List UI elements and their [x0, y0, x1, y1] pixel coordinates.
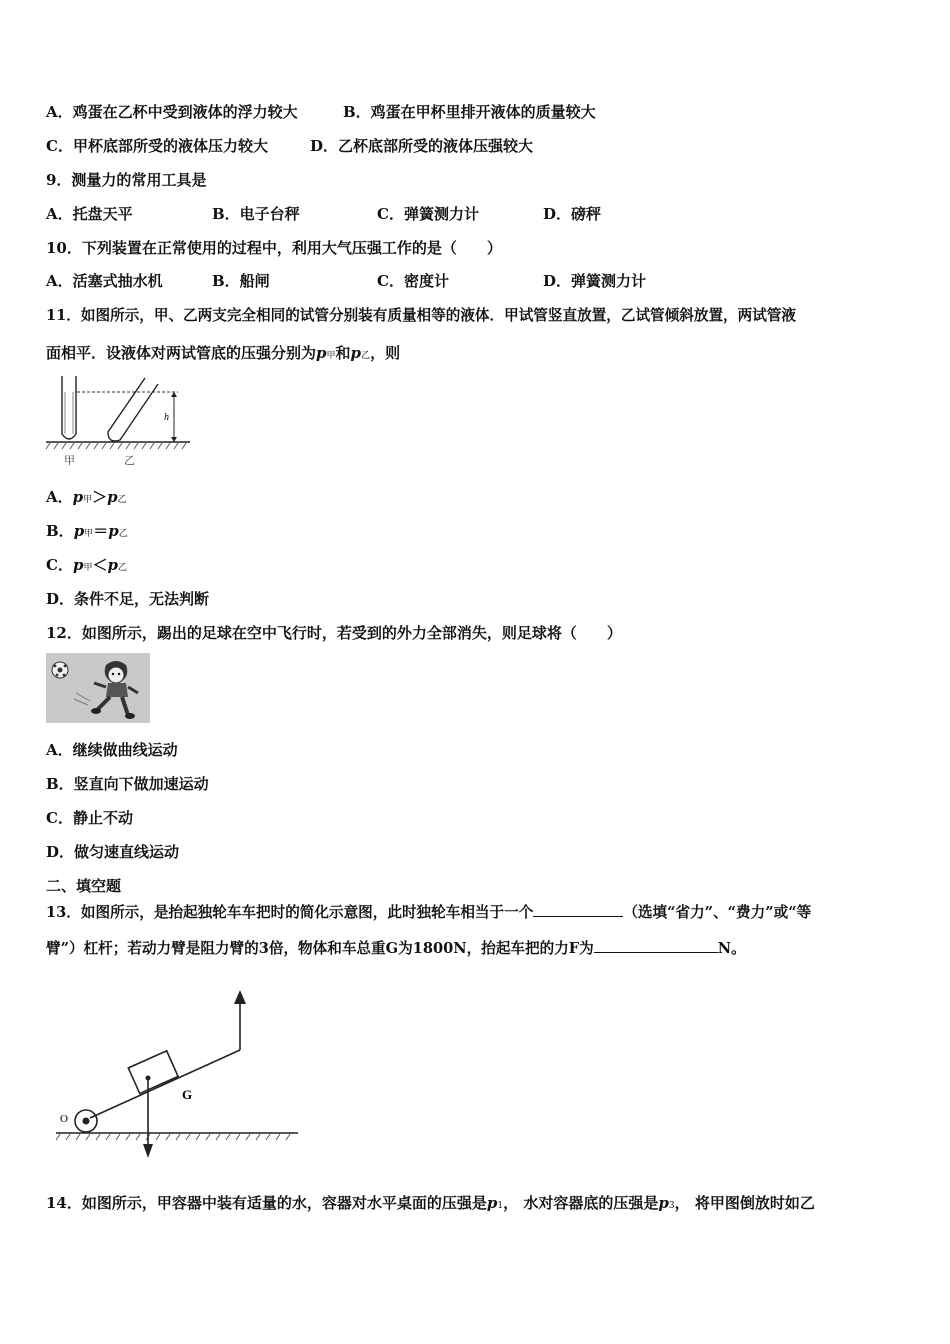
- q10-option-c: C．密度计: [377, 272, 449, 290]
- q12-option-a: A．继续做曲线运动: [46, 741, 178, 759]
- q11-option-a: A．p甲＞p乙: [46, 488, 127, 506]
- q8-option-c: C．甲杯底部所受的液体压力较大: [46, 137, 268, 155]
- q9-option-d: D．磅秤: [543, 205, 602, 223]
- tube-label-yi: 乙: [124, 454, 135, 466]
- q9-option-c: C．弹簧测力计: [377, 205, 479, 223]
- q12-option-b: B．竖直向下做加速运动: [46, 775, 209, 793]
- q11-option-b: B．p甲＝p乙: [46, 522, 128, 540]
- q13-stem-line2: 臂”）杠杆；若动力臂是阻力臂的3倍，物体和车总重G为1800N，抬起车把的力F为 N。: [46, 940, 746, 957]
- q9-option-b: B．电子台秤: [212, 205, 300, 223]
- q13-blank-2[interactable]: [594, 938, 718, 953]
- tube-label-jia: 甲: [64, 454, 75, 466]
- height-label: h: [164, 412, 169, 423]
- q12-option-d: D．做匀速直线运动: [46, 843, 180, 861]
- wheelbarrow-figure: [50, 986, 304, 1162]
- q11-option-d: D．条件不足，无法判断: [46, 590, 210, 608]
- q10-option-b: B．船闸: [212, 272, 270, 290]
- q9-stem: 9．测量力的常用工具是: [46, 171, 207, 189]
- q12-stem: 12．如图所示，踢出的足球在空中飞行时，若受到的外力全部消失，则足球将（ ）: [46, 624, 622, 642]
- q8-option-b: B．鸡蛋在甲杯里排开液体的质量较大: [343, 103, 596, 121]
- pivot-label-o: O: [60, 1113, 68, 1125]
- q13-stem-line1: 13．如图所示，是抬起独轮车车把时的简化示意图，此时独轮车相当于一个 （选填“省力”、“费力”或“等: [46, 904, 812, 921]
- q10-option-a: A．活塞式抽水机: [46, 272, 163, 290]
- q10-option-d: D．弹簧测力计: [543, 272, 647, 290]
- q9-option-a: A．托盘天平: [46, 205, 133, 223]
- q8-option-d: D．乙杯底部所受的液体压强较大: [310, 137, 534, 155]
- test-tubes-figure: [44, 372, 194, 466]
- q11-option-c: C．p甲＜p乙: [46, 556, 127, 574]
- q14-stem: 14．如图所示，甲容器中装有适量的水，容器对水平桌面的压强是p1， 水对容器底的压强是p3， 将甲图倒放时如乙: [46, 1194, 815, 1212]
- q13-blank-1[interactable]: [533, 902, 623, 917]
- q12-option-c: C．静止不动: [46, 809, 133, 827]
- kicking-boy-image: [46, 653, 150, 723]
- q11-stem-line1: 11．如图所示，甲、乙两支完全相同的试管分别装有质量相等的液体．甲试管竖直放置，乙试管倾斜放置，两试管液: [46, 307, 797, 324]
- q10-stem: 10．下列装置在正常使用的过程中，利用大气压强工作的是（ ）: [46, 239, 502, 257]
- gravity-label-g: G: [182, 1087, 193, 1102]
- q11-stem-line2: 面相平．设液体对两试管底的压强分别为p甲和p乙，则: [46, 344, 401, 362]
- section-title-fill-blank: 二、填空题: [46, 877, 122, 895]
- q8-option-a: A．鸡蛋在乙杯中受到液体的浮力较大: [46, 103, 298, 121]
